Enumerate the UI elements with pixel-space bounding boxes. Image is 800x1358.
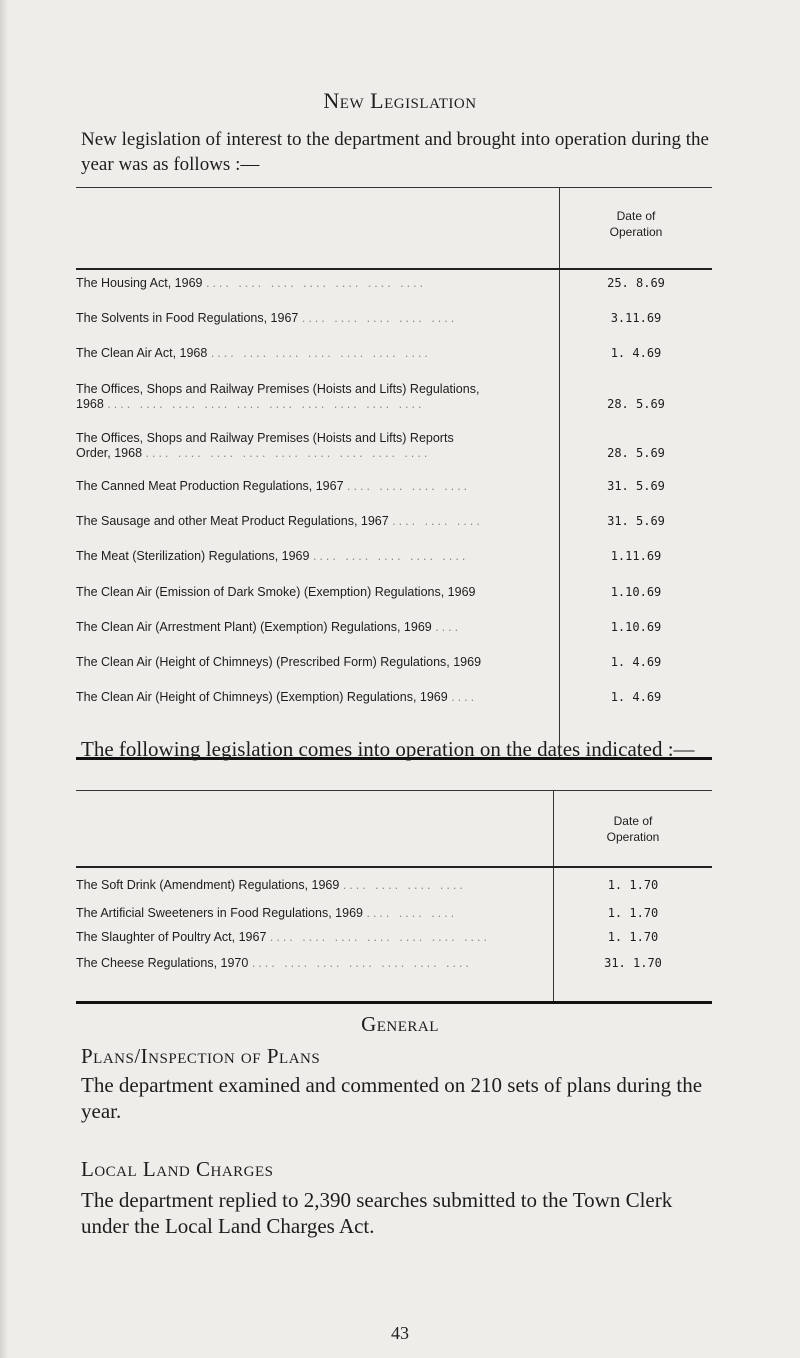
legislation-title: The Soft Drink (Amendment) Regulations, 1969	[76, 878, 340, 892]
legislation-title: The Offices, Shops and Railway Premises (Hoists and Lifts) Regulations,	[76, 382, 480, 396]
operation-date: 25. 8.69	[607, 276, 665, 290]
legislation-table-2	[76, 790, 712, 1004]
date-of-operation-header	[554, 813, 712, 845]
legislation-title: The Sausage and other Meat Product Regulations, 1967	[76, 514, 389, 528]
operation-date: 1. 1.70	[607, 930, 659, 944]
legislation-title: The Slaughter of Poultry Act, 1967	[76, 930, 267, 944]
date-of-operation-header	[560, 208, 712, 240]
legislation-name	[76, 479, 548, 494]
leader-dots: .... .... .... ....	[347, 479, 471, 493]
legislation-title: The Cheese Regulations, 1970	[76, 956, 249, 970]
leader-dots: .... .... .... .... ....	[312, 549, 469, 563]
section-heading-new-legislation: New Legislation	[323, 88, 477, 113]
plans-paragraph: The department examined and commented on 210 sets of plans during the year.	[81, 1073, 703, 1123]
leader-dots: .... .... .... .... .... .... ....	[269, 930, 490, 944]
operation-date: 1. 4.69	[610, 690, 662, 704]
operation-date: 1.11.69	[610, 549, 662, 563]
page-number: 43	[391, 1323, 409, 1343]
legislation-title: The Clean Air Act, 1968	[76, 346, 208, 360]
leader-dots: ....	[451, 690, 478, 704]
legislation-title: The Clean Air (Height of Chimneys) (Exemption) Regulations, 1969	[76, 690, 448, 704]
table-body	[76, 270, 712, 760]
leader-dots: .... .... ....	[392, 514, 483, 528]
legislation-title: The Housing Act, 1969	[76, 276, 203, 290]
page-edge-shadow	[0, 0, 8, 1358]
leader-dots: .... .... .... .... .... .... ....	[205, 276, 427, 290]
leader-dots: .... .... .... .... .... .... ....	[251, 956, 472, 970]
operation-date: 1.10.69	[610, 585, 662, 599]
header-line-1: Date of	[616, 209, 656, 223]
header-line-1: Date of	[613, 814, 653, 828]
legislation-table-1	[76, 187, 712, 760]
legislation-title: The Clean Air (Arrestment Plant) (Exemption) Regulations, 1969	[76, 620, 432, 634]
operation-date: 28. 5.69	[607, 397, 665, 411]
legislation-name	[76, 346, 548, 361]
legislation-name	[76, 690, 548, 705]
legislation-title: The Solvents in Food Regulations, 1967	[76, 311, 299, 325]
land-charges-paragraph: The department replied to 2,390 searches submitted to the Town Clerk under the Local Land Charges Act.	[81, 1188, 673, 1238]
leader-dots: .... .... .... .... .... .... .... .... ....	[145, 446, 431, 460]
legislation-name	[76, 514, 548, 529]
operation-date: 1.10.69	[610, 620, 662, 634]
leader-dots: .... .... .... .... .... .... .... .... .... ....	[107, 397, 425, 411]
legislation-name	[76, 956, 542, 971]
following-paragraph: The following legislation comes into operation on the dates indicated :—	[81, 737, 695, 761]
leader-dots: .... .... .... ....	[342, 878, 466, 892]
legislation-name	[76, 311, 548, 326]
legislation-name	[76, 276, 548, 291]
leader-dots: .... .... .... .... ....	[301, 311, 458, 325]
subheading-local-land-charges: Local Land Charges	[81, 1157, 274, 1181]
legislation-title-continued: Order, 1968	[76, 446, 143, 460]
leader-dots: ....	[435, 620, 462, 634]
operation-date: 1. 4.69	[610, 346, 662, 360]
legislation-title: The Clean Air (Emission of Dark Smoke) (Exemption) Regulations, 1969	[76, 585, 476, 599]
operation-date: 28. 5.69	[607, 446, 665, 460]
leader-dots: .... .... ....	[366, 906, 458, 920]
legislation-name	[76, 431, 548, 461]
operation-date: 31. 5.69	[607, 514, 665, 528]
legislation-name	[76, 906, 542, 921]
legislation-name	[76, 655, 548, 670]
table-body	[76, 868, 712, 1004]
legislation-name	[76, 382, 548, 412]
subheading-plans: Plans/Inspection of Plans	[81, 1044, 321, 1068]
header-line-2: Operation	[606, 830, 660, 844]
legislation-name	[76, 585, 548, 600]
intro-paragraph: New legislation of interest to the department and brought into operation during the year was as follows :—	[81, 129, 709, 175]
table-header	[76, 188, 712, 270]
operation-date: 31. 1.70	[604, 956, 662, 970]
legislation-title: The Artificial Sweeteners in Food Regulations, 1969	[76, 906, 363, 920]
legislation-title-continued: 1968	[76, 397, 104, 411]
operation-date: 1. 1.70	[607, 878, 659, 892]
operation-date: 31. 5.69	[607, 479, 665, 493]
legislation-name	[76, 620, 548, 635]
legislation-name	[76, 930, 542, 945]
legislation-title: The Clean Air (Height of Chimneys) (Prescribed Form) Regulations, 1969	[76, 655, 482, 669]
table-header	[76, 791, 712, 868]
legislation-title: The Meat (Sterilization) Regulations, 1969	[76, 549, 310, 563]
operation-date: 3.11.69	[610, 311, 662, 325]
legislation-name	[76, 878, 542, 893]
operation-date: 1. 1.70	[607, 906, 659, 920]
operation-date: 1. 4.69	[610, 655, 662, 669]
header-line-2: Operation	[609, 225, 663, 239]
legislation-title: The Offices, Shops and Railway Premises (Hoists and Lifts) Reports	[76, 431, 454, 445]
legislation-title: The Canned Meat Production Regulations, 1967	[76, 479, 344, 493]
leader-dots: .... .... .... .... .... .... ....	[210, 346, 431, 360]
section-heading-general: General	[361, 1012, 439, 1036]
legislation-name	[76, 549, 548, 564]
